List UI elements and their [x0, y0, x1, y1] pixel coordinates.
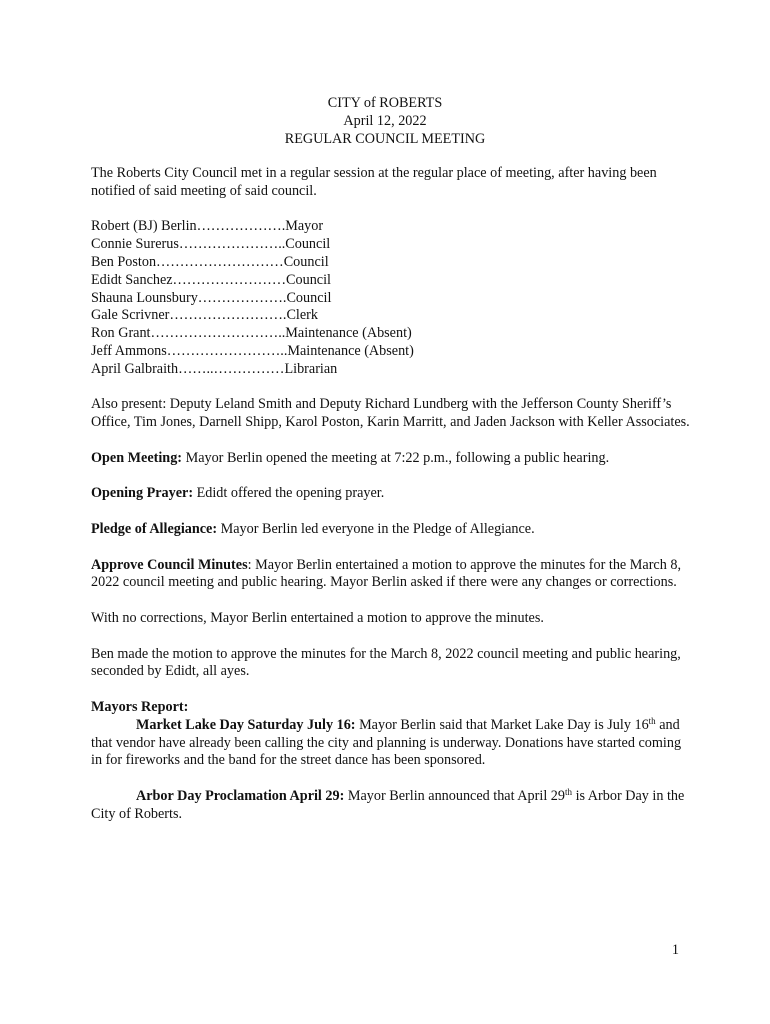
arbor-day-label: Arbor Day Proclamation April 29: [136, 787, 345, 804]
roster-line: Edidt Sanchez……………………Council [91, 271, 331, 288]
arbor-day-sup: th [565, 786, 573, 797]
no-corrections-paragraph: With no corrections, Mayor Berlin entertained a motion to approve the minutes. [91, 609, 544, 626]
roster-line: Shauna Lounsbury……………….Council [91, 289, 332, 306]
roster-line: Connie Surerus…………………..Council [91, 236, 331, 253]
motion-paragraph: Ben made the motion to approve the minutes for the March 8, 2022 council meeting and public hearing, seconded by Edidt, all ayes. [91, 645, 681, 680]
open-meeting-text: Mayor Berlin opened the meeting at 7:22 p.m., following a public hearing. [182, 449, 610, 466]
city-name: CITY of ROBERTS [327, 95, 443, 111]
pledge-paragraph [91, 521, 691, 539]
page-number: 1 [671, 942, 679, 958]
approve-minutes-text: : Mayor Berlin entertained a motion to approve the minutes for the March 8, 2022 council meeting and public hearing. Mayor Berlin asked if there were any changes or corrections. [91, 556, 681, 591]
approve-minutes-paragraph [91, 557, 691, 593]
pledge-label: Pledge of Allegiance: [91, 520, 218, 537]
roster-line: Jeff Ammons……………………..Maintenance (Absent) [91, 342, 414, 359]
approve-minutes-label: Approve Council Minutes [91, 556, 248, 573]
market-lake-paragraph [91, 717, 691, 770]
meeting-title: REGULAR COUNCIL MEETING [284, 130, 486, 147]
document-body [91, 165, 691, 841]
opening-prayer-text: Edidt offered the opening prayer. [193, 485, 385, 502]
opening-prayer-paragraph [91, 485, 691, 503]
roster-line: Ron Grant………………………..Maintenance (Absent) [91, 325, 412, 342]
intro-paragraph: The Roberts City Council met in a regular session at the regular place of meeting, after having been notified of said meeting of said council. [91, 165, 657, 199]
document-header [0, 95, 770, 148]
attendee-roster [91, 218, 691, 378]
roster-line: Robert (BJ) Berlin……………….Mayor [91, 218, 324, 235]
market-lake-text-after: and that vendor have already been calling the city and planning is underway. Donations have started coming in for fireworks and the band for the street dance has been sponsored. [91, 716, 682, 769]
arbor-day-text-after: is Arbor Day in the City of Roberts. [91, 787, 685, 822]
market-lake-sup: th [648, 715, 656, 726]
roster-line: Ben Poston………………………Council [91, 253, 329, 270]
roster-line: Gale Scrivner…………………….Clerk [91, 307, 318, 324]
also-present-paragraph: Also present: Deputy Leland Smith and Deputy Richard Lundberg with the Jefferson County Sheriff’s Office, Tim Jones, Darnell Shipp, Karol Poston, Karin Marritt, and Jaden Jackson with Keller Associates. [91, 396, 690, 431]
market-lake-text-before: Mayor Berlin said that Market Lake Day is July 16 [355, 716, 649, 733]
arbor-day-text-before: Mayor Berlin announced that April 29 [344, 787, 565, 804]
open-meeting-paragraph [91, 450, 691, 468]
roster-line: April Galbraith……..……………Librarian [91, 360, 338, 377]
meeting-date: April 12, 2022 [343, 112, 427, 129]
arbor-day-paragraph [91, 788, 691, 824]
opening-prayer-label: Opening Prayer: [91, 485, 194, 502]
open-meeting-label: Open Meeting: [91, 449, 183, 466]
pledge-text: Mayor Berlin led everyone in the Pledge of Allegiance. [217, 520, 535, 537]
mayors-report-section [91, 699, 691, 770]
market-lake-label: Market Lake Day Saturday July 16: [136, 716, 356, 733]
mayors-report-heading: Mayors Report: [91, 698, 189, 715]
